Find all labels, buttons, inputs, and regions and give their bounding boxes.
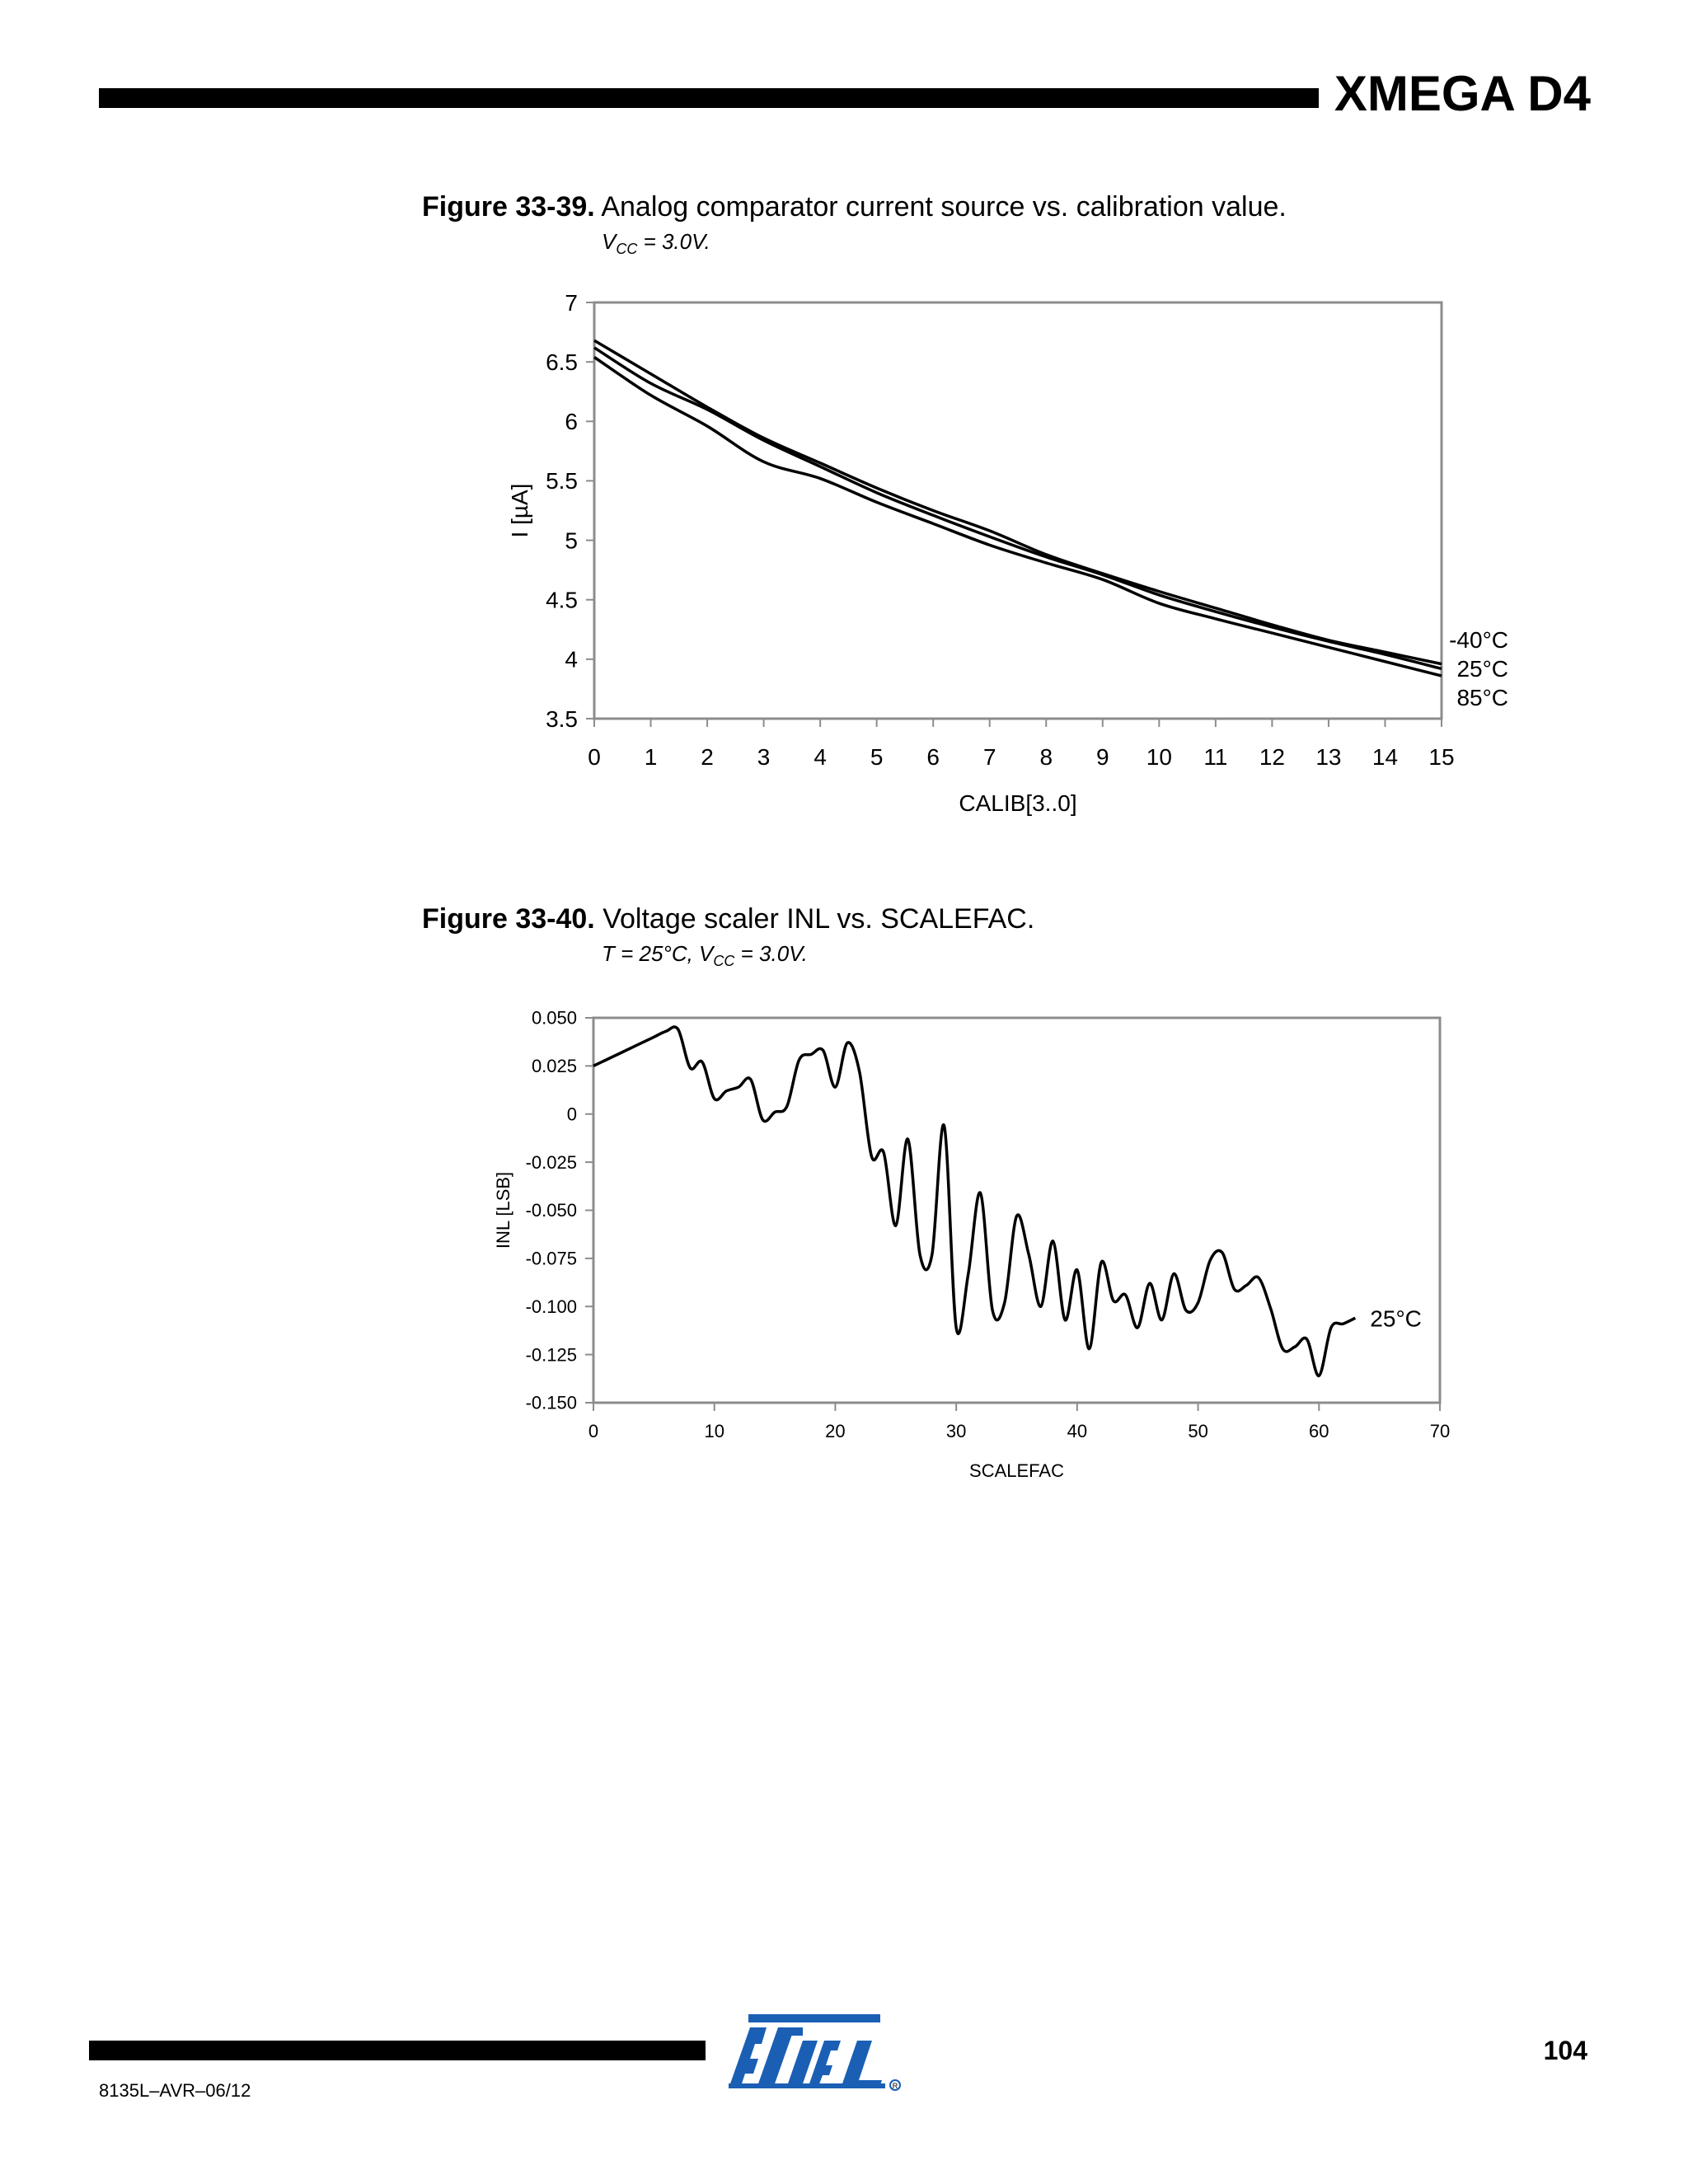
series-label: 25°C bbox=[1456, 656, 1508, 682]
x-tick-label: 0 bbox=[588, 1421, 599, 1441]
x-tick-label: 1 bbox=[644, 744, 658, 770]
header-title: XMEGA D4 bbox=[1334, 66, 1591, 121]
x-axis-title: CALIB[3..0] bbox=[959, 790, 1077, 816]
x-tick-label: 50 bbox=[1188, 1421, 1208, 1441]
series-label: -40°C bbox=[1449, 627, 1508, 653]
document-id: 8135L–AVR–06/12 bbox=[99, 2080, 251, 2101]
x-tick-label: 2 bbox=[701, 744, 714, 770]
x-tick-label: 6 bbox=[926, 744, 940, 770]
x-tick-label: 30 bbox=[945, 1421, 967, 1441]
y-tick-label: -0.025 bbox=[525, 1151, 577, 1173]
figure-caption bbox=[422, 903, 1034, 935]
figure-condition: T = 25°C, $V_{CC} = 3.0V$. bbox=[602, 941, 808, 970]
x-tick-label: 10 bbox=[704, 1421, 724, 1441]
y-tick-label: 5.5 bbox=[546, 468, 578, 494]
svg-text:R: R bbox=[892, 2082, 898, 2090]
series-label: 85°C bbox=[1456, 685, 1508, 710]
atmel-logo bbox=[725, 2011, 907, 2093]
footer-rule bbox=[89, 2041, 706, 2060]
series-line bbox=[594, 357, 1442, 676]
y-axis-title: INL [LSB] bbox=[493, 1171, 513, 1249]
figure-condition: $V_{CC} = 3.0V$. bbox=[602, 229, 710, 258]
y-tick-label: -0.100 bbox=[525, 1296, 577, 1317]
figure-title: Analog comparator current source vs. calibration value. bbox=[601, 191, 1287, 223]
figure-number: Figure 33-39. bbox=[422, 191, 595, 223]
plot-area bbox=[594, 302, 1442, 719]
x-tick-label: 15 bbox=[1428, 744, 1455, 770]
x-tick-label: 7 bbox=[982, 744, 996, 770]
y-tick-label: 6.5 bbox=[546, 349, 578, 375]
x-tick-label: 4 bbox=[814, 744, 827, 770]
x-tick-label: 5 bbox=[870, 744, 884, 770]
x-tick-label: 20 bbox=[825, 1421, 846, 1441]
x-tick-label: 12 bbox=[1259, 744, 1285, 770]
series-label: 25°C bbox=[1370, 1305, 1422, 1332]
y-tick-label: -0.050 bbox=[525, 1200, 577, 1221]
x-tick-label: 11 bbox=[1203, 744, 1228, 770]
x-tick-label: 0 bbox=[588, 744, 601, 770]
y-tick-label: 0.025 bbox=[531, 1056, 577, 1077]
page-number: 104 bbox=[1543, 2036, 1587, 2065]
y-tick-label: 0.050 bbox=[531, 1007, 577, 1029]
x-tick-label: 14 bbox=[1372, 744, 1399, 770]
x-tick-label: 3 bbox=[757, 744, 771, 770]
x-tick-label: 10 bbox=[1146, 744, 1172, 770]
figure-number: Figure 33-40. bbox=[422, 903, 595, 935]
figure-title: Voltage scaler INL vs. SCALEFAC. bbox=[603, 903, 1035, 935]
x-tick-label: 40 bbox=[1067, 1421, 1088, 1441]
y-tick-label: -0.125 bbox=[525, 1344, 577, 1366]
x-axis-title: SCALEFAC bbox=[969, 1460, 1064, 1481]
y-axis-title: I [µA] bbox=[507, 483, 532, 538]
series-line bbox=[594, 348, 1442, 669]
y-tick-label: 3.5 bbox=[546, 705, 578, 732]
x-tick-label: 60 bbox=[1309, 1421, 1329, 1441]
x-tick-label: 8 bbox=[1039, 744, 1053, 770]
y-tick-label: 5 bbox=[565, 527, 578, 554]
series-line bbox=[594, 340, 1442, 663]
x-tick-label: 9 bbox=[1096, 744, 1109, 770]
x-tick-label: 13 bbox=[1315, 744, 1342, 770]
y-tick-label: -0.150 bbox=[525, 1392, 577, 1413]
y-tick-label: 7 bbox=[565, 289, 578, 316]
y-tick-label: 0 bbox=[566, 1104, 577, 1125]
x-tick-label: 70 bbox=[1429, 1421, 1451, 1441]
y-tick-label: 4.5 bbox=[546, 587, 578, 613]
y-tick-label: 6 bbox=[565, 409, 578, 435]
y-tick-label: -0.075 bbox=[525, 1248, 577, 1269]
y-tick-label: 4 bbox=[565, 646, 578, 673]
